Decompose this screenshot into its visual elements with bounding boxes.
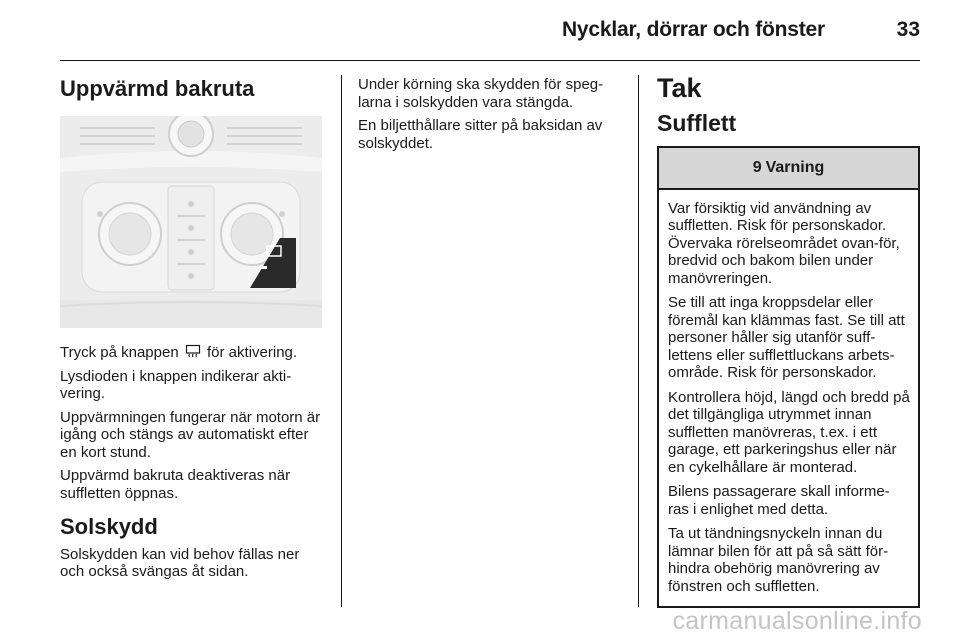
paragraph-deactivation: Uppvärmd bakruta deaktiveras när suffletten öppnas. — [60, 467, 291, 502]
column-3 — [657, 70, 920, 608]
warning-box — [657, 146, 920, 609]
section-heading-heated-rear-window: Uppvärmd bakruta — [60, 76, 255, 101]
column-divider-2 — [638, 75, 639, 607]
column-2 — [358, 76, 624, 158]
rear-window-defrost-icon — [185, 344, 201, 359]
header-rule — [60, 60, 920, 61]
warning-title: Varning — [765, 158, 825, 176]
paragraph-activation — [60, 344, 326, 362]
section-heading-sun-visors: Solskydd — [60, 514, 158, 540]
paragraph-sun-visors: Solskydden kan vid behov fällas ner och också svängas åt sidan. — [60, 545, 300, 581]
paragraph-heating-auto-off: Uppvärmningen fungerar när motorn är igång och stängs av automatiskt efter en kort stund. — [60, 408, 321, 461]
paragraph-activation-text-after: för aktivering. — [202, 344, 298, 362]
warning-paragraph: Se till att inga kroppsdelar eller föremål kan klämmas fast. Se till att personer håller sig utanför suff-lettens eller sufflettluckans arbets-område. Risk för personskador. — [668, 294, 905, 382]
paragraph-ticket-holder: En biljetthållare sitter på baksidan av solskyddet. — [358, 117, 603, 152]
chapter-heading-roof: Tak — [657, 73, 702, 103]
column-1 — [60, 70, 326, 587]
warning-header — [659, 148, 918, 190]
warning-paragraph: Ta ut tändningsnyckeln innan du lämnar bilen för att på så sätt för-hindra obehörig manövrering av fönstren och suffletten. — [668, 525, 889, 595]
paragraph-activation-text-before: Tryck på knappen — [60, 344, 183, 362]
climate-control-panel-photo — [60, 116, 322, 328]
paragraph-led-indicator: Lysdioden i knappen indikerar akti-vering. — [60, 367, 292, 403]
warning-triangle-icon: 9 — [752, 158, 762, 176]
watermark-link[interactable]: carmanualsonline.info — [672, 607, 922, 635]
page-number: 33 — [896, 18, 920, 41]
page-header-title: Nycklar, dörrar och fönster — [561, 18, 825, 41]
warning-paragraph: Bilens passagerare skall informe-ras i enlighet med detta. — [668, 483, 890, 518]
paragraph-mirror-covers: Under körning ska skydden för speg-larna i solskydden vara stängda. — [358, 76, 604, 111]
warning-body — [659, 190, 918, 607]
warning-paragraph: Var försiktig vid användning av suffletten. Risk för personskador. Övervaka rörelseområdet ovan-för, bredvid och bakom bilen under manövreringen. — [668, 199, 900, 287]
column-divider-1 — [341, 75, 342, 607]
warning-paragraph: Kontrollera höjd, längd och bredd på det tillgängliga utrymmet innan suffletten manövreras, t.ex. i ett garage, ett parkeringshus eller när en cykelhållare är monterad. — [668, 388, 910, 476]
section-heading-convertible-top: Sufflett — [657, 110, 737, 137]
